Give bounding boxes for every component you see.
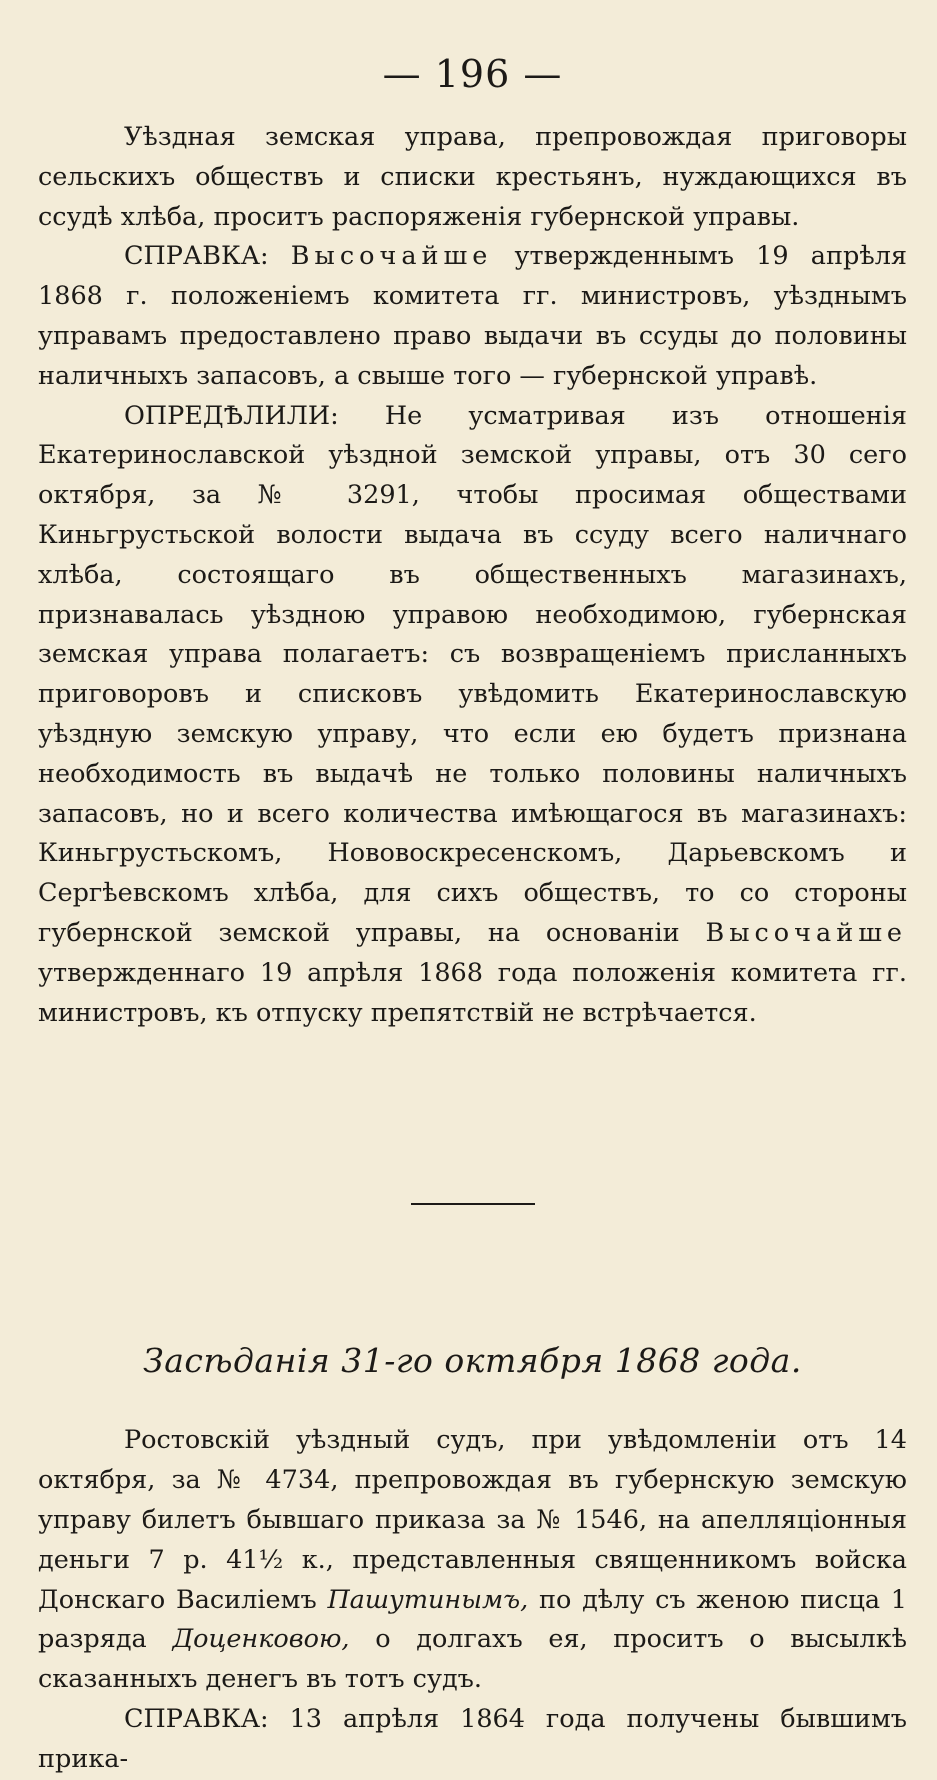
paragraph-request [38, 118, 907, 237]
section-divider [411, 1203, 535, 1205]
paragraph-resolution [38, 397, 907, 1034]
reference-text: утвержденнымъ 19 апрѣля 1868 г. положеніемъ комитета гг. министровъ, уѣзднымъ управамъ предоставлено право выдачи въ ссуды до половины наличныхъ запасовъ, а свыше того — губернской управѣ. [38, 241, 907, 391]
court-request-text-c: о долгахъ ея, проситъ о высылкѣ сказанныхъ денегъ въ тотъ судъ. [38, 1624, 908, 1695]
resolution-text-a: Не усматривая изъ отношенія Екатеринославской уѣздной земской управы, отъ 30 сего октября, за № 3291, чтобы просимая обществами Киньгрустьской волости выдача въ ссуду всего наличнаго хлѣба, состоящаго въ общественныхъ магазинахъ, признавалась уѣздною управою необходимою, губернская земская управа полагаетъ: съ возвращеніемъ присланныхъ приговоровъ и списковъ увѣдомить Екатеринославскую уѣздную земскую управу, что если ею будетъ признана необходимость въ выдачѣ не только половины наличныхъ запасовъ, но и всего количества имѣющагося въ магазинахъ: Киньгрустьскомъ, Нововоскресенскомъ, Дарьевскомъ и Сергѣевскомъ хлѣба, для сихъ обществъ, то со стороны губернской земской управы, на основаніи [38, 400, 908, 948]
session-heading: Засѣданія 31-го октября 1868 года. [143, 1341, 802, 1381]
paragraph-reference [38, 237, 907, 396]
reference-label: СПРАВКА: [124, 1703, 269, 1734]
reference-label: СПРАВКА: [124, 241, 269, 272]
court-request-text-b: по дѣлу съ женою писца 1 разряда [38, 1584, 908, 1655]
emphasized-word: Высочайше [290, 241, 493, 272]
italic-name: Доценковою, [172, 1624, 350, 1655]
resolution-text-b: утвержденнаго 19 апрѣля 1868 года положенія комитета гг. министровъ, къ отпуску препятствій не встрѣчается. [38, 957, 907, 1028]
page-number: — 196 — [382, 52, 563, 96]
paragraph-request-text: Уѣздная земская управа, препровождая приговоры сельскихъ обществъ и списки крестьянъ, нуждающихся въ ссудѣ хлѣба, проситъ распоряженія губернской управы. [38, 122, 907, 232]
emphasized-word: Высочайше [705, 917, 907, 948]
paragraph-court-request [38, 1421, 907, 1700]
paragraph-reference-2 [38, 1700, 907, 1780]
reference-text: 13 апрѣля 1864 года получены бывшимъ прика- [38, 1703, 907, 1774]
court-request-text-a: Ростовскій уѣздный судъ, при увѣдомленіи отъ 14 октября, за № 4734, препровождая въ губернскую земскую управу билетъ бывшаго приказа за № 1546, на апелляціонныя деньги 7 р. 41½ к., представленныя священникомъ войска Донскаго Василіемъ [38, 1425, 907, 1615]
italic-name: Пашутинымъ, [327, 1584, 529, 1615]
resolution-label: ОПРЕДѢЛИЛИ: [124, 400, 339, 431]
